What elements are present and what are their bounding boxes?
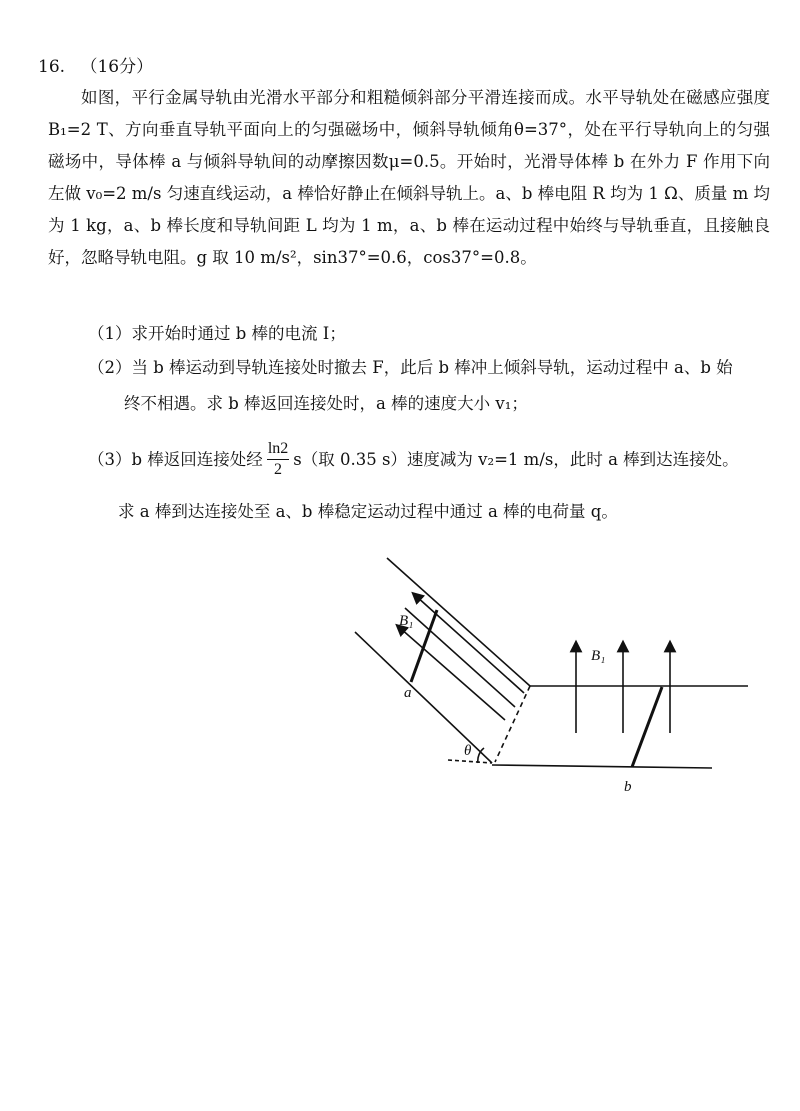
fraction-numerator: ln2	[267, 440, 289, 460]
fraction-denominator: 2	[274, 461, 283, 478]
label-b: b	[624, 779, 632, 795]
label-b1-incline: B₁	[399, 613, 414, 629]
part-2-line-1: （2）当 b 棒运动到导轨连接处时撤去 F，此后 b 棒冲上倾斜导轨，运动过程中 a、b 始	[88, 358, 733, 377]
part-1: （1）求开始时通过 b 棒的电流 I；	[88, 324, 346, 343]
part-3-suffix: s（取 0.35 s）速度减为 v₂=1 m/s，此时 a 棒到达连接处。	[293, 449, 739, 469]
horizontal-reference-dashed	[448, 760, 492, 763]
label-theta: θ	[464, 743, 472, 759]
incline-field-line-1	[416, 596, 524, 693]
part-2-line-2: 终不相遇。求 b 棒返回连接处时，a 棒的速度大小 v₁；	[124, 394, 528, 413]
label-b1-horizontal: B₁	[591, 648, 606, 664]
label-a: a	[404, 685, 412, 701]
part-3-prefix: （3）b 棒返回连接处经	[88, 449, 263, 469]
part-3-line-2: 求 a 棒到达连接处至 a、b 棒稳定运动过程中通过 a 棒的电荷量 q。	[118, 502, 618, 521]
junction-dashed-line	[495, 686, 530, 762]
rod-b	[632, 687, 662, 767]
rod-a	[411, 610, 437, 682]
question-stem: 如图，平行金属导轨由光滑水平部分和粗糙倾斜部分平滑连接而成。水平导轨处在磁感应强度 B₁=2 T、方向垂直导轨平面向上的匀强磁场中，倾斜导轨倾角θ=37°，处在平行导轨向上的匀强磁场中，导体棒 a 与倾斜导轨间的动摩擦因数μ=0.5。开始时，光滑导体棒 b 在外力 F 作用下向左做 v₀=2 m/s 匀速直线运动，a 棒恰好静止在倾斜导轨上。a、b 棒电阻 R 均为 1 Ω、质量 m 均为 1 kg，a、b 棒长度和导轨间距 L 均为 1 m，a、b 棒在运动过程中始终与导轨垂直，且接触良好，忽略导轨电阻。g 取 10 m/s²，sin37°=0.6，cos37°=0.8。	[48, 88, 770, 267]
question-number: 16.	[38, 57, 66, 77]
incline-field-line-3	[400, 628, 505, 720]
question-score: （16分）	[80, 57, 154, 77]
horizontal-rail-lower	[492, 765, 712, 768]
